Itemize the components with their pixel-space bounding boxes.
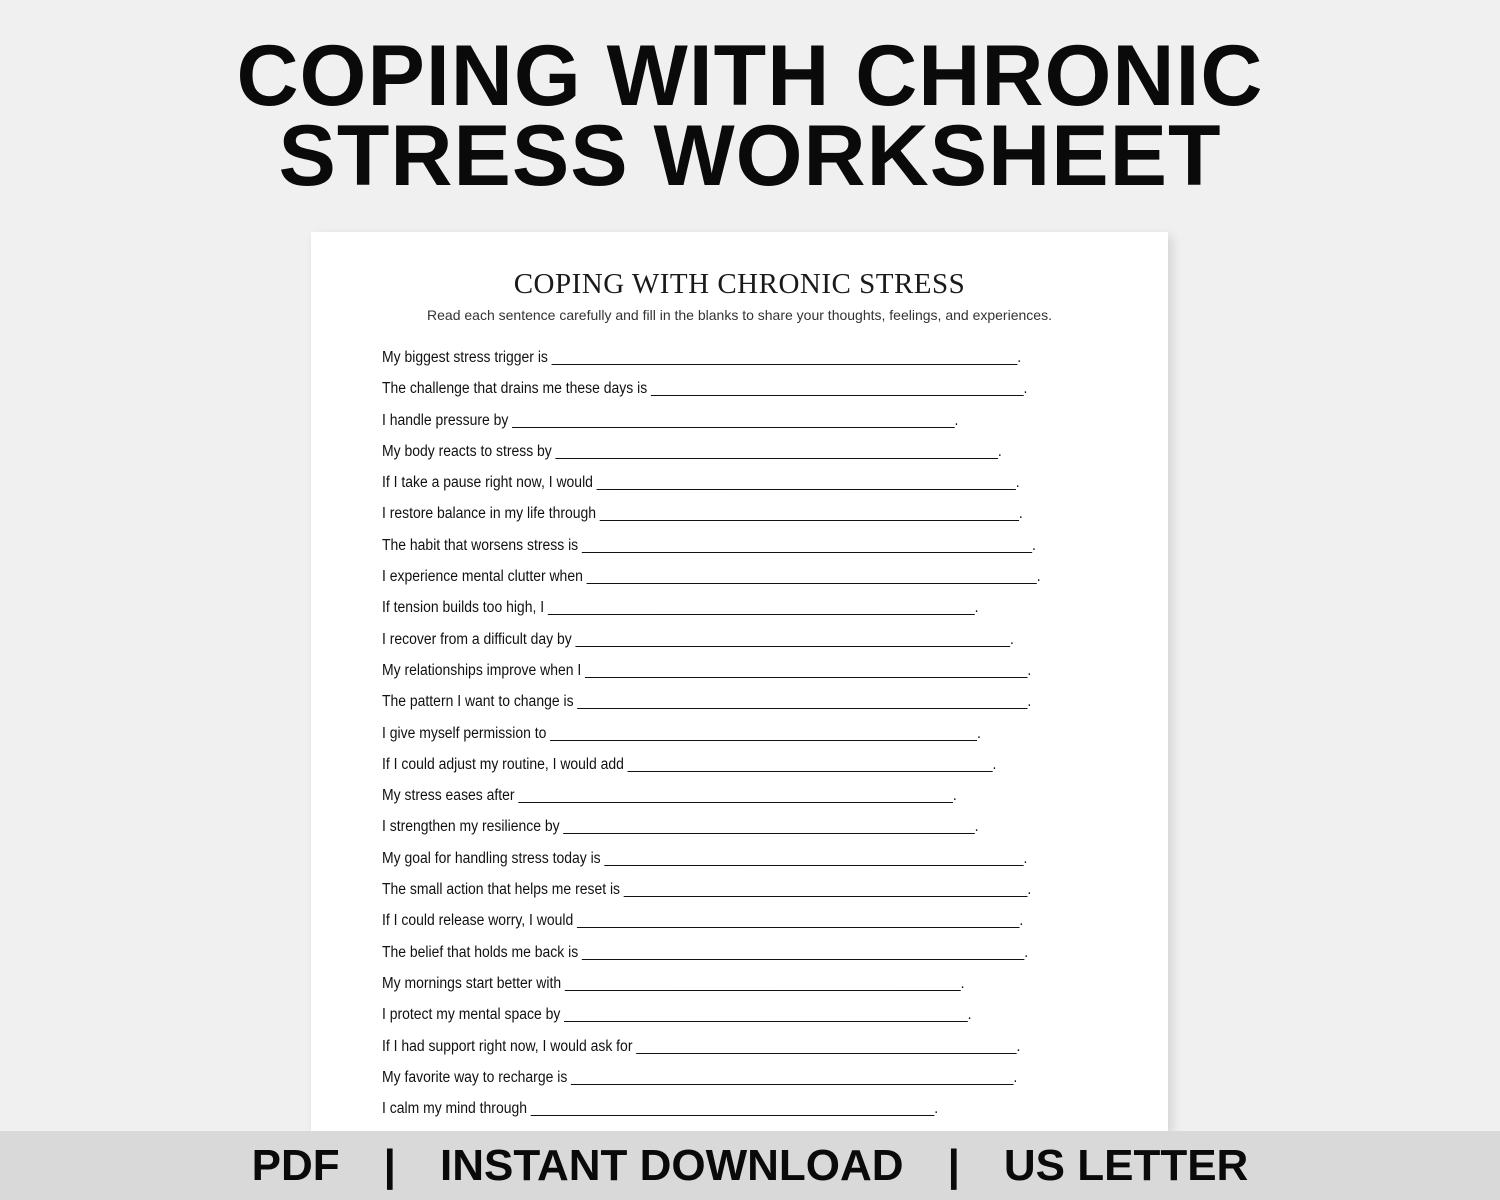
prompt-line: My mornings start better with ___________________________________________________. bbox=[382, 974, 965, 992]
headline-line-2: STRESS WORKSHEET bbox=[278, 108, 1222, 204]
prompt-line: I protect my mental space by ____________________________________________________. bbox=[382, 1006, 972, 1024]
prompt-line: I recover from a difficult day by ________________________________________________________. bbox=[382, 630, 1014, 648]
prompt-line: I calm my mind through ____________________________________________________. bbox=[382, 1100, 939, 1118]
footer-delivery: INSTANT DOWNLOAD bbox=[439, 1140, 904, 1190]
worksheet-title: COPING WITH CHRONIC STRESS bbox=[513, 268, 966, 300]
prompt-line: My relationships improve when I _________________________________________________________. bbox=[382, 661, 1032, 679]
prompt-line: My body reacts to stress by _________________________________________________________. bbox=[382, 442, 1002, 460]
prompt-line: My biggest stress trigger is ____________________________________________________________. bbox=[382, 349, 1022, 366]
prompt-line: The pattern I want to change is __________________________________________________________. bbox=[382, 693, 1032, 711]
prompt-line: I strengthen my resilience by _____________________________________________________. bbox=[382, 818, 979, 836]
prompt-line: If I could release worry, I would _________________________________________________________. bbox=[382, 912, 1024, 930]
headline bbox=[0, 28, 1500, 204]
prompt-line: I give myself permission to _______________________________________________________. bbox=[382, 724, 981, 742]
prompt-line: If tension builds too high, I _______________________________________________________. bbox=[382, 599, 979, 617]
footer-size: US LETTER bbox=[1003, 1140, 1249, 1190]
prompt-line: I restore balance in my life through ______________________________________________________. bbox=[382, 505, 1023, 523]
prompt-list bbox=[382, 348, 1114, 1130]
prompt-line: The small action that helps me reset is ____________________________________________________. bbox=[382, 881, 1032, 899]
prompt-line: My stress eases after ________________________________________________________. bbox=[382, 787, 957, 805]
prompt-line: The challenge that drains me these days is ________________________________________________. bbox=[382, 380, 1028, 398]
prompt-line: If I take a pause right now, I would ______________________________________________________. bbox=[382, 474, 1020, 492]
prompt-line: If I could adjust my routine, I would add _______________________________________________. bbox=[382, 755, 997, 773]
footer-separator: | bbox=[383, 1140, 396, 1190]
footer-banner bbox=[0, 1131, 1500, 1200]
worksheet-page bbox=[311, 232, 1168, 1132]
headline-line-1: COPING WITH CHRONIC bbox=[236, 28, 1264, 124]
prompt-line: The belief that holds me back is _________________________________________________________. bbox=[382, 943, 1029, 961]
prompt-line: I handle pressure by _________________________________________________________. bbox=[382, 411, 959, 429]
worksheet-instructions: Read each sentence carefully and fill in the blanks to share your thoughts, feelings, and experiences. bbox=[427, 307, 1052, 323]
prompt-line: I experience mental clutter when __________________________________________________________. bbox=[382, 568, 1041, 586]
prompt-line: My goal for handling stress today is ______________________________________________________. bbox=[382, 849, 1028, 867]
footer-format: PDF bbox=[251, 1140, 340, 1190]
prompt-line: My favorite way to recharge is _________________________________________________________. bbox=[382, 1068, 1018, 1086]
footer-separator: | bbox=[947, 1140, 960, 1190]
prompt-line: If I had support right now, I would ask for _________________________________________________. bbox=[382, 1037, 1021, 1055]
prompt-line: The habit that worsens stress is __________________________________________________________. bbox=[382, 536, 1036, 554]
